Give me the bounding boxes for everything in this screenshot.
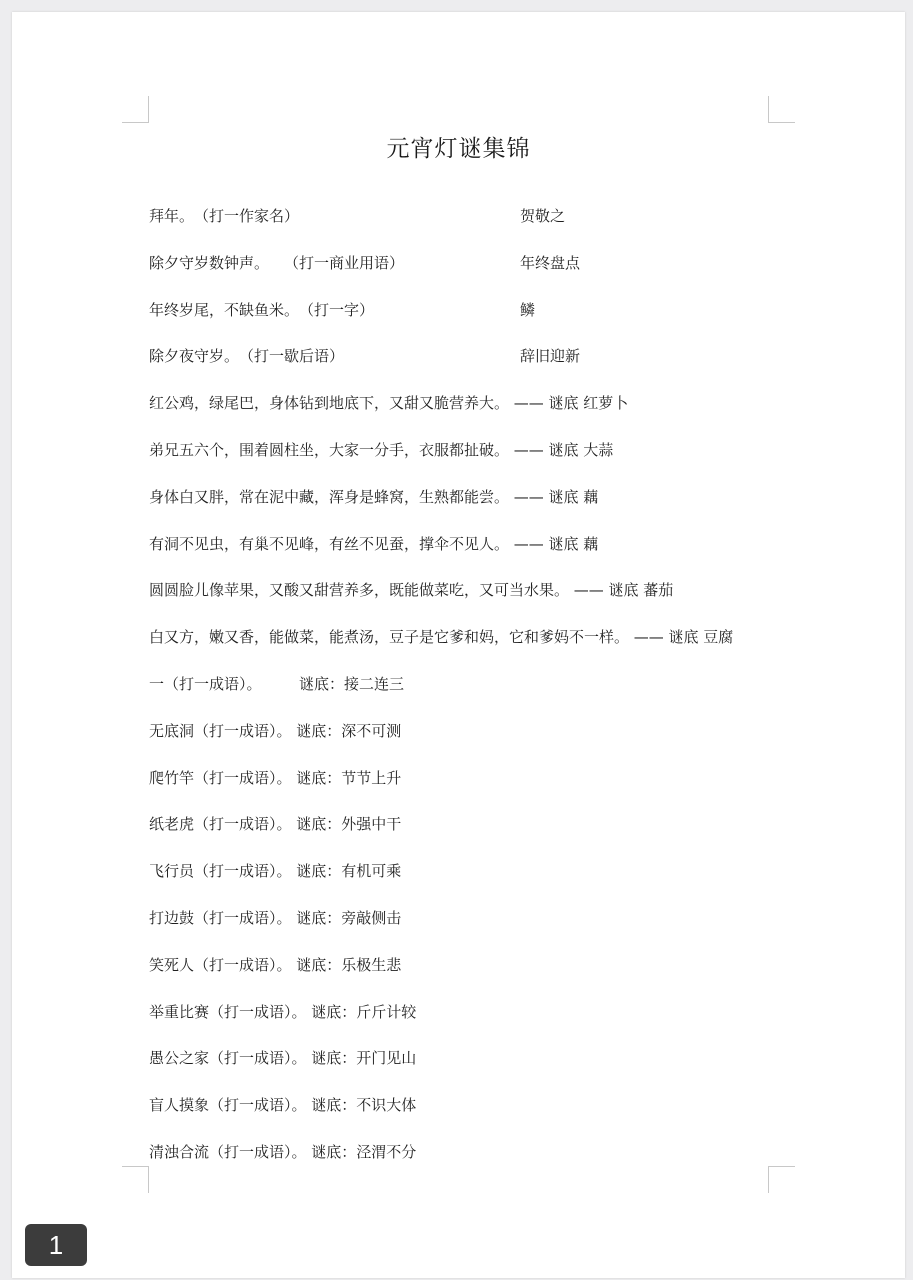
page-title: 元宵灯谜集锦 (386, 136, 531, 162)
riddle-line: 有洞不见虫，有巢不见峰，有丝不见蚕，撑伞不见人。 —— 谜底 藕 (149, 534, 599, 553)
riddle-line (149, 205, 809, 252)
riddle-line: 清浊合流（打一成语）。 谜底：泾渭不分 (149, 1142, 417, 1161)
riddle-answer: 辞旧迎新 (520, 347, 581, 366)
margin-corner-mark (122, 1166, 149, 1193)
riddle-answer: 年终盘点 (520, 253, 581, 272)
riddle-answer: 贺敬之 (520, 207, 566, 225)
riddle-question: 拜年。 （打一作家名） (149, 207, 300, 225)
riddle-line: 盲人摸象（打一成语）。 谜底：不识大体 (149, 1096, 417, 1115)
riddle-list (149, 205, 809, 1188)
riddle-question: 除夕守岁数钟声。 （打一商业用语） (149, 253, 405, 272)
riddle-line: 身体白又胖，常在泥中藏，浑身是蜂窝，生熟都能尝。 —— 谜底 藕 (149, 487, 599, 506)
riddle-line: 纸老虎（打一成语）。 谜底：外强中干 (149, 815, 402, 834)
riddle-line: 弟兄五六个，围着圆柱坐，大家一分手，衣服都扯破。 —— 谜底 大蒜 (149, 440, 614, 459)
riddle-line: 打边鼓（打一成语）。 谜底：旁敲侧击 (149, 908, 402, 927)
riddle-line: 一（打一成语）。 谜底：接二连三 (149, 674, 405, 693)
riddle-question: 除夕夜守岁。 （打一歇后语） (149, 347, 345, 366)
margin-corner-mark (122, 96, 149, 123)
page-number-badge[interactable]: 1 (25, 1224, 87, 1266)
riddle-question: 年终岁尾，不缺鱼米。 （打一字） (149, 300, 375, 319)
riddle-line (149, 299, 809, 346)
margin-corner-mark (768, 96, 795, 123)
document-page (12, 12, 905, 1278)
riddle-line: 飞行员（打一成语）。 谜底：有机可乘 (149, 862, 402, 881)
riddle-line: 圆圆脸儿像苹果，又酸又甜营养多，既能做菜吃，又可当水果。 —— 谜底 蕃茄 (149, 581, 674, 600)
riddle-line: 无底洞（打一成语）。 谜底：深不可测 (149, 721, 402, 740)
riddle-line: 愚公之家（打一成语）。 谜底：开门见山 (149, 1049, 417, 1068)
riddle-line: 红公鸡，绿尾巴，身体钻到地底下，又甜又脆营养大。 —— 谜底 红萝卜 (149, 394, 629, 413)
riddle-line (149, 345, 809, 392)
riddle-line: 爬竹竿（打一成语）。 谜底：节节上升 (149, 768, 402, 787)
riddle-line: 举重比赛（打一成语）。 谜底：斤斤计较 (149, 1002, 417, 1021)
riddle-line: 笑死人（打一成语）。 谜底：乐极生悲 (149, 955, 402, 974)
riddle-line (149, 252, 809, 299)
riddle-line: 白又方，嫩又香，能做菜，能煮汤，豆子是它爹和妈，它和爹妈不一样。 —— 谜底 豆腐 (149, 628, 734, 647)
riddle-answer: 鳞 (520, 300, 536, 319)
